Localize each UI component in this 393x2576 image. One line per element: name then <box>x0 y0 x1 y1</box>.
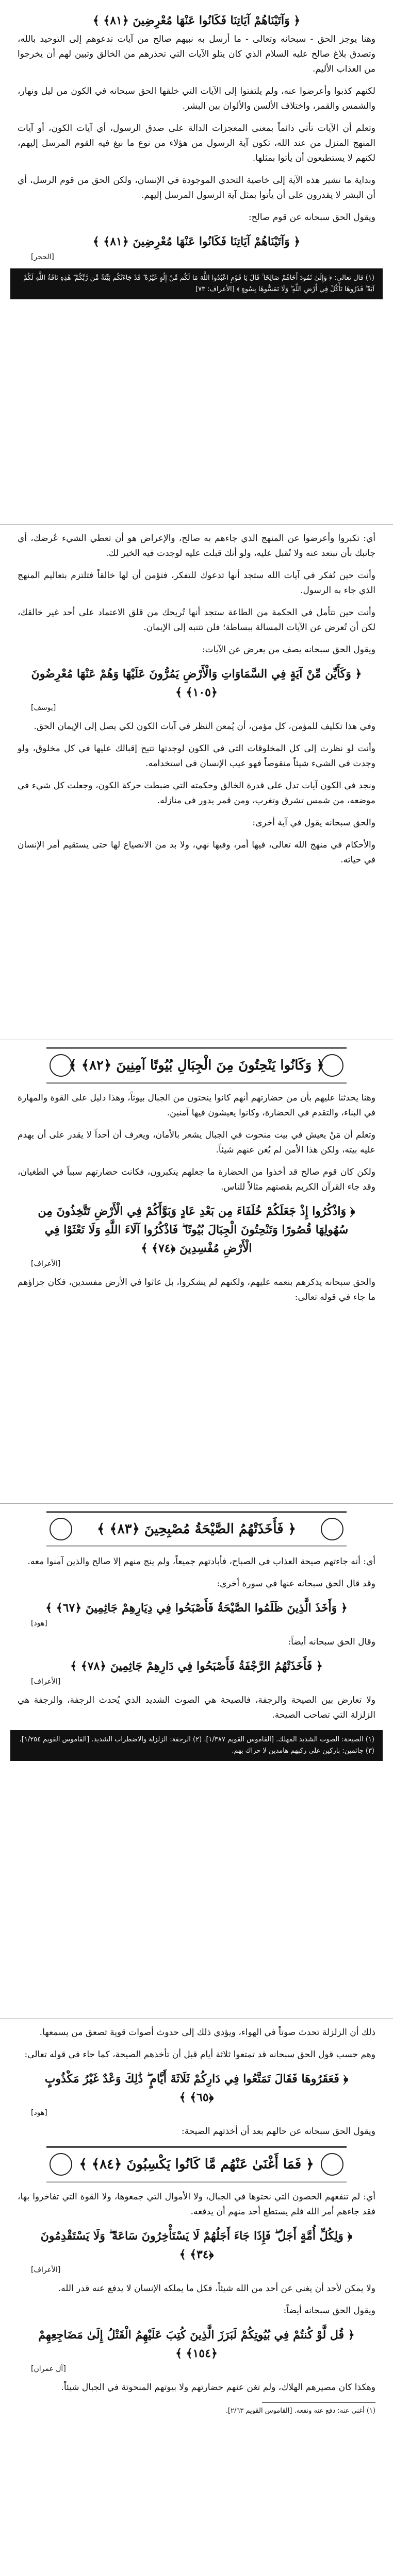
paragraph: ويقول الحق سبحانه أيضاً: <box>283 2306 375 2316</box>
paragraph: والحق سبحانه يذكرهم بنعمه عليهم، ولكنهم لم يشكروا، بل عاثوا في الأرض مفسدين، فكان جزاؤهم ما جاء في قوله تعالى: <box>18 1277 376 1302</box>
paragraph: وقال الحق سبحانه أيضاً: <box>288 1637 375 1647</box>
footnote-box: (١) الصيحة: الصوت الشديد المهلك. [القاموس القويم ١/٣٨٧]. (٢) الرجفة: الزلزلة والاضطراب الشديد. [القاموس القويم ١/٢٥٤]. (٣) جاثمين: باركين على ركبهم هامدين لا حراك بهم. <box>10 1730 383 1761</box>
paragraph: وهنا يوجز الحق - سبحانه وتعالى - ما أرسل به نبيهم صالح من آيات تدعوهم إلى التوحيد بالله، وتصدق بلاغ صالح عليه السلام الذي كان يتلو الآيات التي تحذرهم من الخالق وتبين لهم أن يخرجوا من العذاب الأليم. <box>18 34 375 74</box>
paragraph: وأنت حين تُفكر في آيات الله ستجد أنها تدعوك للتفكر، فتؤمن أن لها خالقاً فتلتزم بتعاليم المنهج الذي جاء به الرسول. <box>18 570 375 596</box>
paragraph: ولكن كان قوم صالح قد أخذوا من الحضارة ما جعلهم يتكبرون، فكانت حضارتهم سبباً في الطغيان، وقد جاء القرآن الكريم بقصتهم مثالاً للناس. <box>18 1167 375 1192</box>
paragraph: أي: لم تنفعهم الحصون التي نحتوها في الجبال، ولا الأموال التي جمعوها، ولا القوة التي تفاخروا بها، فقد جاءهم أمر الله فلم يستطع أحد منهم أن يدفعه. <box>18 2192 375 2217</box>
page-2 <box>0 515 393 875</box>
page-divider <box>0 2009 393 2019</box>
verse-banner <box>46 2146 347 2182</box>
verse-banner <box>46 1047 347 1083</box>
paragraph: ويقول الحق سبحانه يصف من يعرض عن الآيات: <box>202 645 375 655</box>
quran-verse: ﴿ وَأَخَذَ الَّذِينَ ظَلَمُوا الصَّيْحَةُ فَأَصْبَحُوا فِي دِيَارِهِمْ جَاثِمِينَ ﴿٦٧﴾ ﴾ <box>45 1601 348 1615</box>
paragraph: والأحكام في منهج الله تعالى، فيها أمر، وفيها نهي، ولا بد من الانصياع لها حتى يستقيم أمر الإنسان في حياته. <box>18 840 375 865</box>
paragraph: أي: تكبروا وأعرضوا عن المنهج الذي جاءهم به صالح، والإعراض هو أن تعطي الشيء عُرضك، أي جانبك بأن تبتعد عنه ولا تُقبل عليه، ولو أنك قبلت عليه لوجدت فيه الخير لك. <box>18 533 375 558</box>
page-divider <box>0 1030 393 1040</box>
banner-text: ﴿ فَأَخَذَتْهُمُ الصَّيْحَةُ مُصْبِحِينَ ﴿٨٣﴾ ﴾ <box>97 1521 296 1537</box>
paragraph: ونجد في الكون آيات تدل على قدرة الخالق وحكمته التي ضبطت حركة الكون، وجعلت كل شيء في موضعه، من شمس تشرق وتغرب، ومن قمر يدور في منازله. <box>18 781 375 806</box>
verse-reference: [الأعراف] <box>31 2266 61 2274</box>
verse-banner <box>46 1511 347 1547</box>
paragraph: ويقول الحق سبحانه عن قوم صالح: <box>248 212 375 223</box>
quran-verse: ﴿ وَآتَيْنَاهُمْ آيَاتِنَا فَكَانُوا عَنْهَا مُعْرِضِينَ ﴿٨١﴾ ﴾ <box>92 235 301 248</box>
page-1 <box>0 0 393 304</box>
banner-text: ﴿ فَمَا أَغْنَىٰ عَنْهُم مَّا كَانُوا يَكْسِبُونَ ﴿٨٤﴾ ﴾ <box>79 2157 314 2172</box>
page-4 <box>0 1494 393 1766</box>
verse-reference: [يوسف] <box>31 704 56 712</box>
page-divider <box>0 515 393 525</box>
paragraph: وهنا يحدثنا عليهم بأن من حضارتهم أنهم كانوا ينحتون من الجبال بيوتاً، وهذا دليل على القوة والمهارة في البناء، والتقدم في الحضارة، وكانوا يعيشون فيها آمنين. <box>18 1093 375 1118</box>
page-5 <box>0 2009 393 2422</box>
paragraph: وهم حسب قول الحق سبحانه قد تمتعوا ثلاثة أيام قبل أن تأخذهم الصيحة، كما جاء في قوله تعالى: <box>24 2049 375 2060</box>
verse-reference: [الأعراف] <box>31 1260 61 1268</box>
footnote-box: (١) قال تعالى: ﴿ وَإِلَىٰ ثَمُودَ أَخَاهُمْ صَالِحًا ۚ قَالَ يَا قَوْمِ اعْبُدُوا اللَّهَ مَا لَكُم مِّنْ إِلَٰهٍ غَيْرُهُ ۖ قَدْ جَاءَتْكُم بَيِّنَةٌ مِّن رَّبِّكُمْ ۖ هَٰذِهِ نَاقَةُ اللَّهِ لَكُمْ آيَةً ۖ فَذَرُوهَا تَأْكُلْ فِي أَرْضِ اللَّهِ ۖ وَلَا تَمَسُّوهَا بِسُوءٍ ﴾ [الأعراف: ٧٣] <box>10 268 383 299</box>
paragraph: وفي هذا تكليف للمؤمن، كل مؤمن، أن يُمعن النظر في آيات الكون لكي يصل إلى الإيمان الحق. <box>34 721 375 732</box>
paragraph: ولا يمكن لأحد أن يغني عن أحد من الله شيئاً، فكل ما يملكه الإنسان لا يدفع عنه قدر الله. <box>58 2283 375 2294</box>
quran-verse: ﴿ قُل لَّوْ كُنتُمْ فِي بُيُوتِكُمْ لَبَرَزَ الَّذِينَ كُتِبَ عَلَيْهِمُ الْقَتْلُ إِلَىٰ مَضَاجِعِهِمْ ﴿١٥٤﴾ ﴾ <box>38 2328 355 2360</box>
verse-reference: [هود] <box>31 2109 47 2117</box>
quran-verse: ﴿ وَلِكُلِّ أُمَّةٍ أَجَلٌ ۖ فَإِذَا جَاءَ أَجَلُهُمْ لَا يَسْتَأْخِرُونَ سَاعَةً ۖ وَلَا يَسْتَقْدِمُونَ ﴿٣٤﴾ ﴾ <box>40 2229 353 2261</box>
quran-verse: ﴿ فَعَقَرُوهَا فَقَالَ تَمَتَّعُوا فِي دَارِكُمْ ثَلَاثَةَ أَيَّامٍ ۖ ذَٰلِكَ وَعْدٌ غَيْرُ مَكْذُوبٍ ﴿٦٥﴾ ﴾ <box>44 2072 349 2104</box>
paragraph: وأنت حين تتأمل في الحكمة من الطاعة ستجد أنها تُريحك من قلق الاعتماد على أحد غير خالقك، لكن أن تُعرض عن الآيات المسالة ببساطة؛ فلن تتنبه إلى الإيمان. <box>18 607 375 633</box>
top-verse: ﴿ وَآتَيْنَاهُمْ آيَاتِنَا فَكَانُوا عَنْهَا مُعْرِضِينَ ﴿٨١﴾ ﴾ <box>92 14 301 27</box>
paragraph: وتعلم أن مَنْ يعيش في بيت منحوت في الجبال يشعر بالأمان، ويعرف أن أحداً لا يقدر على أن يهدم عليه بيته، ولكن هذا الأمن لم يُغن عنهم شيئاً. <box>18 1130 375 1155</box>
footnote: (١) أغنى عنه: دفع عنه ونفعه. [القاموس القويم ٢/٦٣]. <box>225 2407 375 2415</box>
paragraph: وأنت لو نظرت إلى كل المخلوقات التي في الكون لوجدتها تتيح إقبالك عليها في كل مخلوق، ولو وجدت في الشيء شيئاً منقوصاً فهو عيب الإنسان في استخدامه. <box>18 743 375 769</box>
verse-reference: [هود] <box>31 1619 47 1628</box>
paragraph: أي: أنه جاءتهم صيحة العذاب في الصباح، فأبادتهم جميعاً، ولم ينج منهم إلا صالح والذين آمنوا معه. <box>27 1556 375 1567</box>
paragraph: وبداية ما تشير هذه الآية إلى خاصية التحدي الموجودة في الإنسان، ولكن الحق من قوم الرسل، أي أن البشر لا يقدرون على أن يأتوا بمثل آية الرسول المرسل إليهم. <box>18 175 375 200</box>
footnote-divider <box>262 2402 375 2403</box>
paragraph: وهكذا كان مصيرهم الهلاك، ولم تغن عنهم حضارتهم ولا بيوتهم المنحوتة في الجبال شيئاً. <box>61 2382 375 2393</box>
page-3 <box>0 1030 393 1312</box>
paragraph: ولا تعارض بين الصيحة والرجفة، فالصيحة هي الصوت الشديد الذي يُحدث الرجفة، والرجفة هي الزلزلة التي تصاحب الصيحة. <box>18 1695 375 1720</box>
paragraph: وقد قال الحق سبحانه عنها في سورة أخرى: <box>217 1579 375 1589</box>
verse-reference: [آل عمران] <box>31 2365 66 2373</box>
verse-reference: [الحجر] <box>31 253 54 261</box>
banner-text: ﴿ وَكَانُوا يَنْحِتُونَ مِنَ الْجِبَالِ بُيُوتًا آمِنِينَ ﴿٨٢﴾ ﴾ <box>69 1058 324 1073</box>
quran-verse: ﴿ وَاذْكُرُوا إِذْ جَعَلَكُمْ خُلَفَاءَ مِن بَعْدِ عَادٍ وَبَوَّأَكُمْ فِي الْأَرْضِ تَتَّخِذُونَ مِن سُهُولِهَا قُصُورًا وَتَنْحِتُونَ الْجِبَالَ بُيُوتًا ۖ فَاذْكُرُوا آلَاءَ اللَّهِ وَلَا تَعْثَوْا فِي الْأَرْضِ مُفْسِدِينَ ﴿٧٤﴾ ﴾ <box>38 1205 355 1255</box>
paragraph: وتعلم أن الآيات تأتي دائماً بمعنى المعجزات الدالة على صدق الرسول، أي آيات الكون، أو آيات المنهج المنزل من عند الله، تكون آية الرسول من هؤلاء من نوع ما نبغ فيه القوم المرسل إليهم، لكنهم لا يستطيعون أن يأتوا بمثلها. <box>18 123 375 163</box>
verse-reference: [الأعراف] <box>31 1677 61 1686</box>
paragraph: لكنهم كذبوا وأعرضوا عنه، ولم يلتفتوا إلى الآيات التي خلقها الحق سبحانه في الكون من ليل ونهار، والشمس والقمر، واختلاف الألسن والألوان بين البشر. <box>18 86 375 111</box>
paragraph: والحق سبحانه يقول في آية أخرى: <box>252 818 375 828</box>
paragraph: ويقول الحق سبحانه عن حالهم بعد أن أخذتهم الصيحة: <box>181 2126 375 2137</box>
quran-verse: ﴿ فَأَخَذَتْهُمُ الرَّجْفَةُ فَأَصْبَحُوا فِي دَارِهِمْ جَاثِمِينَ ﴿٧٨﴾ ﴾ <box>70 1659 323 1673</box>
page-divider <box>0 1494 393 1504</box>
paragraph: ذلك أن الزلزلة تحدث صوتاً في الهواء، ويؤدي ذلك إلى حدوث أصوات قوية تصعق من يسمعها. <box>39 2027 375 2038</box>
quran-verse: ﴿ وَكَأَيِّن مِّنْ آيَةٍ فِي السَّمَاوَاتِ وَالْأَرْضِ يَمُرُّونَ عَلَيْهَا وَهُمْ عَنْهَا مُعْرِضُونَ ﴿١٠٥﴾ ﴾ <box>31 667 362 699</box>
